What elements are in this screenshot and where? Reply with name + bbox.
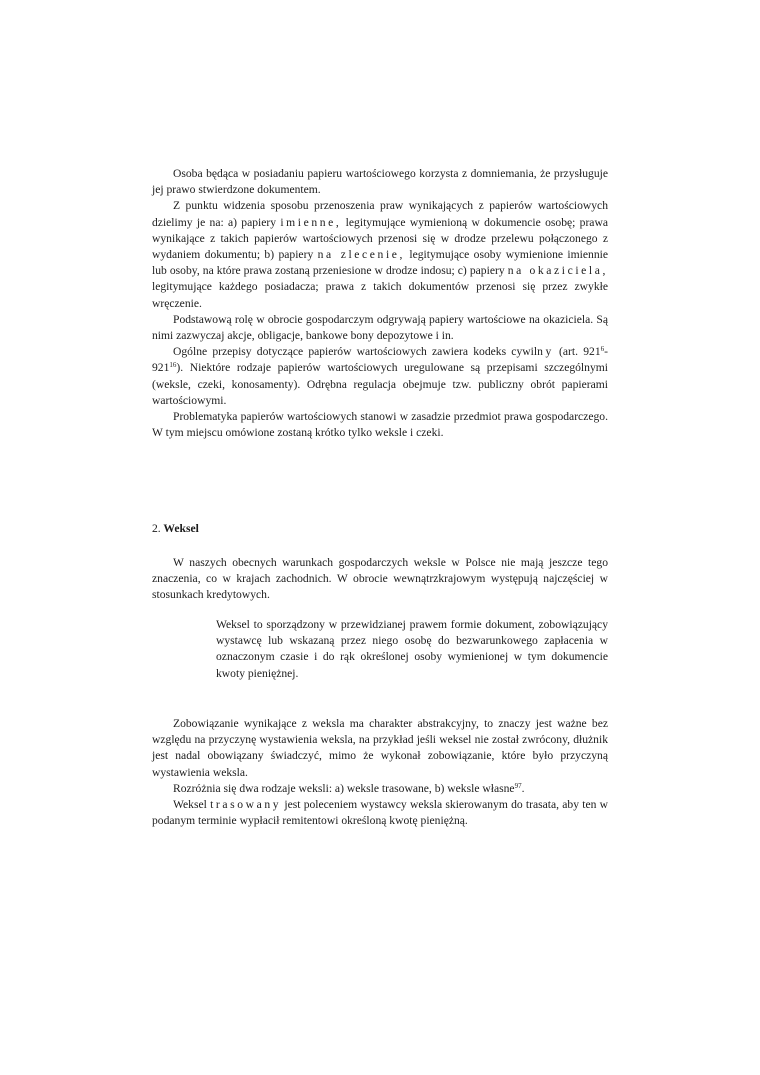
text-segment: legitymujące osoby wymienione imiennie lub osoby, na które prawa zostaną przeniesione w drodze indosu; c) papiery xyxy=(152,248,608,278)
paragraph-trasowany xyxy=(152,797,608,829)
paragraph-weksel-intro: W naszych obecnych warunkach gospodarczych weksle w Polsce nie mają jeszcze tego znaczenia, co w krajach zachodnich. W obrocie wewnątrzkrajowym występują najczęściej w stosunkach kredytowych. xyxy=(152,556,608,602)
paragraph-presumption: Osoba będąca w posiadaniu papieru wartościowego korzysta z domniemania, że przysługuje jej prawo stwierdzone dokumentem. xyxy=(152,167,608,197)
text-segment: ). Niektóre rodzaje papierów wartościowych uregulowane są przepisami szczególnymi (weksle, czeki, konosamenty). Odrębna regulacja obejmuje tzw. publiczny obrót papierami wartościowymi. xyxy=(152,361,608,407)
text-segment: . xyxy=(521,781,525,795)
heading-number: 2. xyxy=(152,522,161,535)
footnote-ref: 97 xyxy=(514,781,522,790)
quote-text: Weksel to sporządzony w przewidzianej prawem formie dokument, zobowiązujący wystawcę lub wskazaną przez niego osobę do bezwarunkowego zapłacenia w oznaczonym czasie i do rąk określonej osoby wymienionej w tym dokumencie kwoty pieniężnej. xyxy=(216,618,608,680)
paragraph-scope: Problematyka papierów wartościowych stanowi w zasadzie przedmiot prawa gospodarczego. W tym miejscu omówione zostaną krótko tylko weksle i czeki. xyxy=(152,410,608,440)
text-segment: Z punktu widzenia sposobu przenoszenia praw wynikających z papierów wartościowych dzielimy je na: a) papiery xyxy=(152,199,608,229)
paragraph-civil-code xyxy=(152,344,608,409)
term-imienne: imienne, xyxy=(280,215,342,229)
section-2-intro xyxy=(152,555,608,604)
term-ny: ny xyxy=(537,345,554,359)
definition-quote xyxy=(216,617,608,682)
heading-title: Weksel xyxy=(163,522,199,535)
superscript: 6 xyxy=(600,345,605,354)
paragraph-classification xyxy=(152,198,608,311)
section-1-text xyxy=(152,166,608,441)
text-segment: jest poleceniem wystawcy weksla skierowanym do trasata, aby ten w podanym terminie wypłacił remitentowi określoną kwotę pieniężną. xyxy=(152,798,609,828)
text-segment: legitymujące wymienioną w dokumencie osobę; prawa wynikające z takich papierów wartościowych przenosi się w drodze przelewu połączonego z wydaniem dokumentu; b) papiery xyxy=(152,215,608,262)
superscript: 16 xyxy=(169,361,177,370)
text-segment: (art. 921 xyxy=(553,345,601,359)
section-2-text xyxy=(152,716,608,829)
paragraph-kinds xyxy=(152,781,608,797)
paragraph-bearer-securities: Podstawową rolę w obrocie gospodarczym odgrywają papiery wartościowe na okaziciela. Są nimi zazwyczaj akcje, obligacje, bankowe bony depozytowe i in. xyxy=(152,312,608,343)
term-na-zlecenie: na zlecenie, xyxy=(317,248,406,262)
text-segment: Weksel xyxy=(173,798,211,812)
text-segment: Rozróżnia się dwa rodzaje weksli: a) weksle trasowane, b) weksle własne xyxy=(173,781,515,795)
term-trasowany: trasowany xyxy=(210,798,282,812)
text-segment: Ogólne przepisy dotyczące papierów wartościowych zawiera kodeks cywil xyxy=(173,345,538,359)
text-segment: legitymujące każdego posiadacza; prawa z takich dokumentów przenosi się przez zwykłe wręczenie. xyxy=(152,280,608,310)
term-na-okaziciela: na okaziciela, xyxy=(507,264,608,278)
paragraph-abstract-obligation: Zobowiązanie wynikające z weksla ma charakter abstrakcyjny, to znaczy jest ważne bez względu na przyczynę wystawienia weksla, na przykład jeśli weksel nie został zwrócony, dłużnik jest nadal obowiązany świadczyć, mimo że wykonał zobowiązanie, które było przyczyną wystawienia weksla. xyxy=(152,717,608,779)
section-heading xyxy=(152,521,199,537)
text-segment: -921 xyxy=(152,345,608,375)
